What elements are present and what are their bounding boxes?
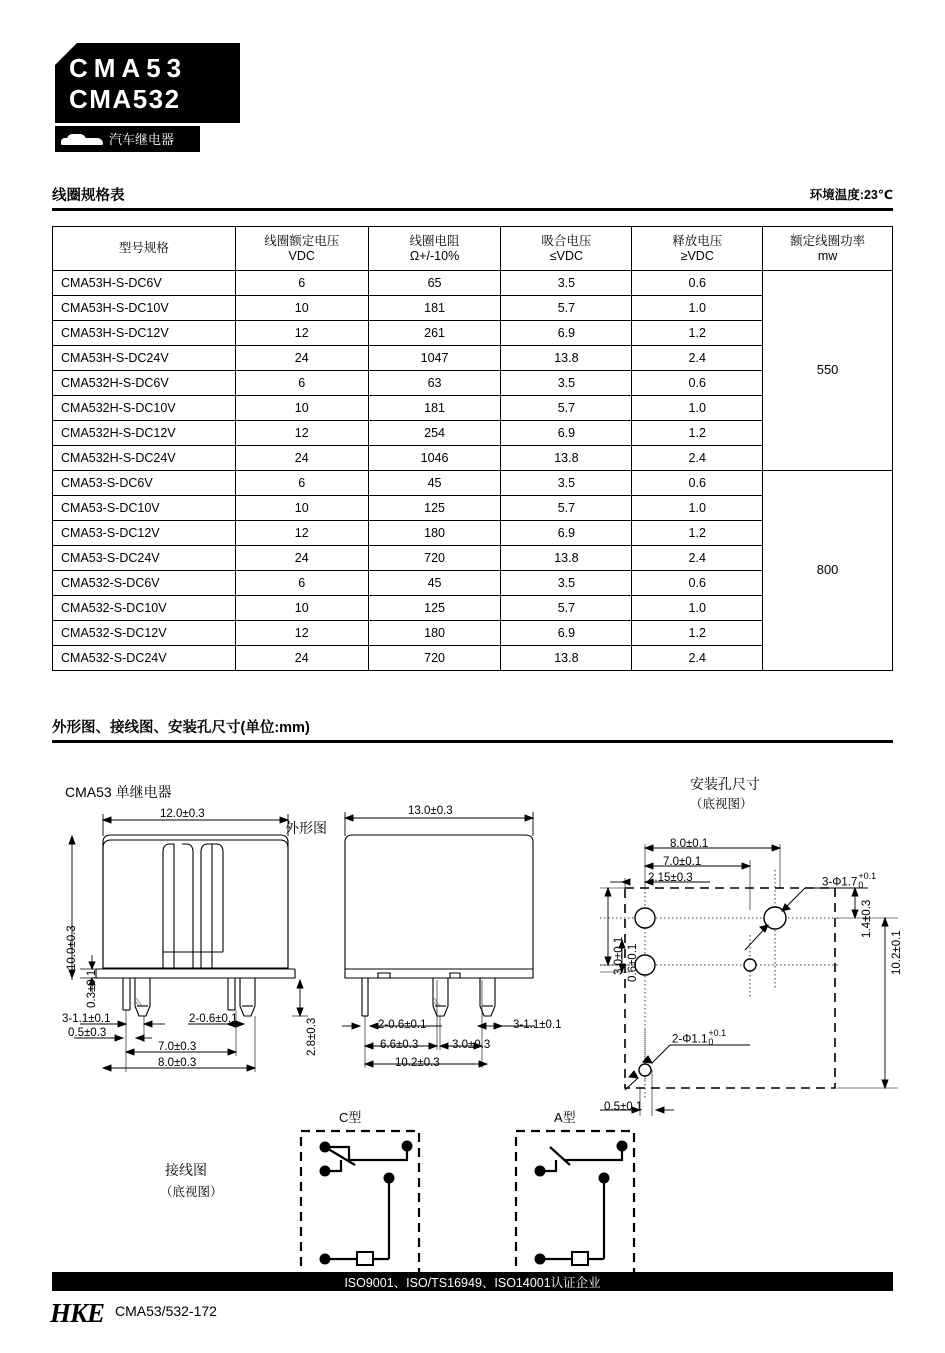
dim-side-span3: 10.2±0.3	[395, 1057, 440, 1069]
cell-model: CMA532H-S-DC24V	[53, 446, 236, 471]
cell-release-voltage: 1.0	[632, 596, 763, 621]
outline-section-title: 外形图、接线图、安装孔尺寸(单位:mm)	[52, 720, 310, 736]
cell-resistance: 45	[368, 571, 501, 596]
dim-front-pin-len: 2.8±0.3	[306, 1017, 318, 1056]
logo-line1: CMA53	[69, 53, 188, 83]
dim-mount-right1: 1.4±0.3	[861, 899, 873, 938]
cell-release-voltage: 2.4	[632, 546, 763, 571]
cell-resistance: 254	[368, 421, 501, 446]
dim-front-base: 0.3±0.1	[86, 969, 98, 1008]
product-logo	[55, 43, 240, 152]
hole-big-callout	[822, 872, 876, 891]
hole-small-tol-dn: 0	[708, 1037, 714, 1048]
cell-release-voltage: 1.2	[632, 621, 763, 646]
dim-side-span1: 6.6±0.3	[380, 1039, 419, 1051]
coil-section-title: 线圈规格表	[52, 188, 125, 204]
section-divider	[52, 208, 893, 211]
hole-small-label: 2-Φ1.1	[672, 1033, 708, 1046]
logo-line2: CMA532	[69, 84, 181, 114]
cell-rated-voltage: 12	[235, 421, 368, 446]
hole-small-1	[744, 959, 756, 971]
dim-side-width: 13.0±0.3	[408, 805, 453, 817]
cell-model: CMA53H-S-DC24V	[53, 346, 236, 371]
dim-mount-top3: 2.15±0.3	[648, 872, 693, 884]
cell-rated-voltage: 10	[235, 296, 368, 321]
outline-section-header	[52, 716, 893, 743]
dim-side-span2: 3.0±0.3	[452, 1039, 491, 1051]
document-code: CMA53/532-172	[115, 1303, 217, 1319]
wiring-diagram-c	[297, 1127, 427, 1292]
cell-pickup-voltage: 6.9	[501, 521, 632, 546]
cell-model: CMA53H-S-DC6V	[53, 271, 236, 296]
coil-table-body	[53, 271, 893, 671]
dim-front-span2: 8.0±0.3	[158, 1057, 197, 1069]
car-icon	[61, 133, 103, 146]
cell-release-voltage: 1.2	[632, 521, 763, 546]
coil-section-header	[52, 184, 893, 211]
cell-release-voltage: 1.0	[632, 496, 763, 521]
drawings-area	[0, 760, 945, 1320]
cell-resistance: 1047	[368, 346, 501, 371]
cell-model: CMA53H-S-DC10V	[53, 296, 236, 321]
cell-pickup-voltage: 13.8	[501, 646, 632, 671]
cell-resistance: 1046	[368, 446, 501, 471]
hole-big-tol-up: +0.1	[858, 871, 877, 881]
cell-resistance: 720	[368, 546, 501, 571]
th-rated-voltage: 线圈额定电压 VDC	[235, 227, 368, 271]
dim-front-span1: 7.0±0.3	[158, 1041, 197, 1053]
dim-mount-bottom: 0.5±0.1	[604, 1101, 643, 1113]
wiring-a-label: A型	[554, 1110, 576, 1125]
table-header-row	[53, 227, 893, 271]
cell-resistance: 180	[368, 521, 501, 546]
hole-big-label: 3-Φ1.7	[822, 876, 858, 889]
hole-small-tol-up: +0.1	[708, 1028, 727, 1038]
cell-model: CMA532-S-DC24V	[53, 646, 236, 671]
logo-black-box	[55, 43, 240, 123]
model-caption: CMA53 单继电器	[65, 784, 172, 800]
cell-release-voltage: 0.6	[632, 271, 763, 296]
dim-front-offset: 0.5±0.3	[68, 1027, 107, 1039]
wiring-c-label: C型	[339, 1110, 362, 1125]
cell-rated-voltage: 24	[235, 546, 368, 571]
cell-pickup-voltage: 5.7	[501, 396, 632, 421]
dim-front-pin-b: 2-0.6±0.1	[189, 1013, 238, 1025]
th-coil-power: 额定线圈功率 mw	[763, 227, 893, 271]
dim-mount-left1: 3.0±0.1	[613, 936, 625, 975]
cell-release-voltage: 0.6	[632, 371, 763, 396]
th-pickup-voltage: 吸合电压 ≤VDC	[501, 227, 632, 271]
cell-model: CMA53-S-DC12V	[53, 521, 236, 546]
cell-resistance: 65	[368, 271, 501, 296]
dim-front-height: 10.0±0.3	[66, 925, 78, 970]
wiring-diagram-a	[512, 1127, 642, 1292]
coil-spec-table	[52, 226, 893, 671]
cell-rated-voltage: 10	[235, 596, 368, 621]
cell-resistance: 125	[368, 496, 501, 521]
cell-rated-voltage: 6	[235, 371, 368, 396]
cell-resistance: 63	[368, 371, 501, 396]
cell-pickup-voltage: 5.7	[501, 596, 632, 621]
cell-release-voltage: 1.2	[632, 421, 763, 446]
outline-caption: 外形图	[285, 820, 327, 836]
cell-release-voltage: 2.4	[632, 646, 763, 671]
cell-pickup-voltage: 6.9	[501, 621, 632, 646]
cell-resistance: 181	[368, 396, 501, 421]
cell-resistance: 261	[368, 321, 501, 346]
cell-coil-power: 550	[763, 271, 893, 471]
logo-subtitle-text: 汽车继电器	[109, 131, 175, 147]
cell-pickup-voltage: 5.7	[501, 296, 632, 321]
cell-pickup-voltage: 3.5	[501, 371, 632, 396]
cell-pickup-voltage: 5.7	[501, 496, 632, 521]
dim-side-pin-a: 3-1.1±0.1	[513, 1019, 562, 1031]
dim-mount-left2: 0.6±0.1	[627, 943, 639, 982]
th-release-voltage: 释放电压 ≥VDC	[632, 227, 763, 271]
cell-model: CMA53H-S-DC12V	[53, 321, 236, 346]
hole-big-tol-dn: 0	[858, 880, 864, 891]
dim-mount-top1: 8.0±0.1	[670, 838, 709, 850]
cell-pickup-voltage: 6.9	[501, 421, 632, 446]
cell-pickup-voltage: 3.5	[501, 271, 632, 296]
dim-mount-top2: 7.0±0.1	[663, 856, 702, 868]
cell-rated-voltage: 12	[235, 621, 368, 646]
wiring-caption-line2: （底视图）	[160, 1185, 223, 1199]
cell-resistance: 720	[368, 646, 501, 671]
th-model: 型号规格	[53, 227, 236, 271]
cell-rated-voltage: 12	[235, 521, 368, 546]
cell-resistance: 125	[368, 596, 501, 621]
cell-pickup-voltage: 13.8	[501, 446, 632, 471]
dim-side-pin-b: 2-0.6±0.1	[378, 1019, 427, 1031]
cell-coil-power: 800	[763, 471, 893, 671]
iso-certification-bar	[52, 1272, 893, 1291]
cell-release-voltage: 2.4	[632, 446, 763, 471]
logo-subtitle-bar	[55, 126, 200, 152]
cell-model: CMA532-S-DC6V	[53, 571, 236, 596]
cell-release-voltage: 1.2	[632, 321, 763, 346]
iso-text: ISO9001、ISO/TS16949、ISO14001认证企业	[344, 1275, 601, 1290]
cell-model: CMA532-S-DC12V	[53, 621, 236, 646]
cell-model: CMA532-S-DC10V	[53, 596, 236, 621]
dim-front-width: 12.0±0.3	[160, 808, 205, 820]
hole-small-callout	[672, 1029, 726, 1048]
cell-release-voltage: 1.0	[632, 296, 763, 321]
cell-pickup-voltage: 3.5	[501, 471, 632, 496]
section-divider-2	[52, 740, 893, 743]
company-logo: HKE	[50, 1298, 105, 1328]
table-row	[53, 471, 893, 496]
cell-rated-voltage: 10	[235, 496, 368, 521]
cell-model: CMA532H-S-DC12V	[53, 421, 236, 446]
side-view-drawing	[330, 830, 630, 1160]
cell-pickup-voltage: 3.5	[501, 571, 632, 596]
hole-small-2	[639, 1064, 651, 1076]
dim-front-pin-a: 3-1.1±0.1	[62, 1013, 111, 1025]
cell-model: CMA53-S-DC6V	[53, 471, 236, 496]
cell-rated-voltage: 10	[235, 396, 368, 421]
dim-mount-right2: 10.2±0.1	[891, 930, 903, 975]
mount-caption-line1: 安装孔尺寸	[690, 776, 760, 792]
cell-rated-voltage: 6	[235, 471, 368, 496]
cell-rated-voltage: 6	[235, 271, 368, 296]
hole-big-1	[635, 908, 655, 928]
cell-model: CMA53-S-DC10V	[53, 496, 236, 521]
cell-release-voltage: 2.4	[632, 346, 763, 371]
cell-rated-voltage: 12	[235, 321, 368, 346]
cell-model: CMA532H-S-DC10V	[53, 396, 236, 421]
cell-rated-voltage: 24	[235, 346, 368, 371]
cell-resistance: 45	[368, 471, 501, 496]
cell-pickup-voltage: 13.8	[501, 346, 632, 371]
cell-release-voltage: 1.0	[632, 396, 763, 421]
cell-model: CMA532H-S-DC6V	[53, 371, 236, 396]
cell-rated-voltage: 6	[235, 571, 368, 596]
cell-resistance: 180	[368, 621, 501, 646]
ambient-temperature: 环境温度:23℃	[809, 188, 893, 202]
cell-release-voltage: 0.6	[632, 471, 763, 496]
th-resistance: 线圈电阻 Ω+/-10%	[368, 227, 501, 271]
mount-caption-line2: （底视图）	[690, 797, 753, 811]
cell-release-voltage: 0.6	[632, 571, 763, 596]
cell-rated-voltage: 24	[235, 646, 368, 671]
cell-rated-voltage: 24	[235, 446, 368, 471]
cell-pickup-voltage: 6.9	[501, 321, 632, 346]
cell-model: CMA53-S-DC24V	[53, 546, 236, 571]
cell-pickup-voltage: 13.8	[501, 546, 632, 571]
wiring-caption-line1: 接线图	[165, 1162, 207, 1178]
cell-resistance: 181	[368, 296, 501, 321]
table-row	[53, 271, 893, 296]
